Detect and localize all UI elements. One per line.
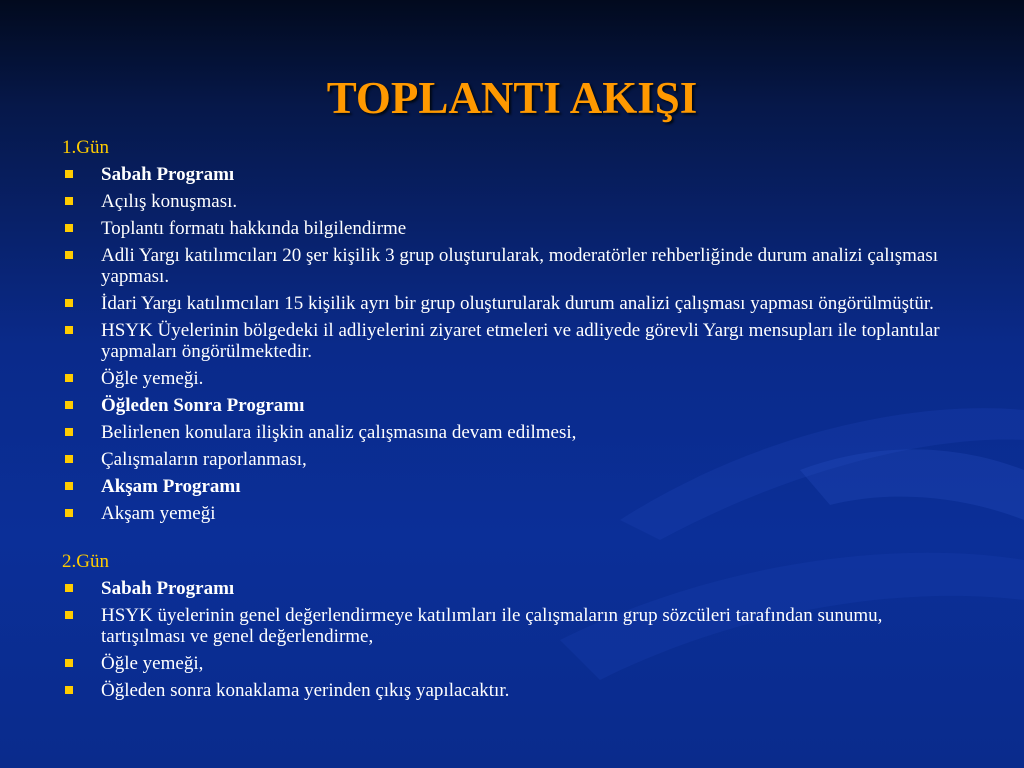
list-item-text: Toplantı formatı hakkında bilgilendirme [101,218,407,239]
square-bullet-icon [65,455,73,463]
slide-title: TOPLANTI AKIŞI [326,73,698,123]
day1-list [62,164,967,524]
square-bullet-icon [65,482,73,490]
list-item-text: HSYK Üyelerinin bölgedeki il adliyelerini ziyaret etmeleri ve adliyede görevli Yargı mensupları ile toplantılar yapmaları öngörülmektedir. [101,320,940,362]
square-bullet-icon [65,686,73,694]
square-bullet-icon [65,659,73,667]
square-bullet-icon [65,509,73,517]
square-bullet-icon [65,428,73,436]
list-item [62,293,967,314]
list-item [62,680,967,701]
list-item [62,218,967,239]
day2-label: 2.Gün [62,551,109,572]
list-item-text: Adli Yargı katılımcıları 20 şer kişilik 3 grup oluşturularak, moderatörler rehberliğinde durum analizi çalışması yapması. [101,245,939,287]
list-item [62,395,967,416]
list-item-text: Belirlenen konulara ilişkin analiz çalışmasına devam edilmesi, [101,422,577,443]
list-item [62,476,967,497]
square-bullet-icon [65,584,73,592]
square-bullet-icon [65,224,73,232]
slide-content [62,137,967,707]
list-item-text: İdari Yargı katılımcıları 15 kişilik ayrı bir grup oluşturularak durum analizi çalışması yapması öngörülmüştür. [101,293,934,314]
list-item [62,245,967,287]
list-item-text: Açılış konuşması. [101,191,238,212]
list-item-text: Akşam yemeği [101,503,216,524]
square-bullet-icon [65,401,73,409]
list-item-text: Sabah Programı [101,578,235,599]
list-item [62,164,967,185]
square-bullet-icon [65,170,73,178]
list-item [62,605,967,647]
square-bullet-icon [65,251,73,259]
square-bullet-icon [65,197,73,205]
list-item-text: Çalışmaların raporlanması, [101,449,307,470]
list-item [62,578,967,599]
day1-label: 1.Gün [62,137,109,158]
list-item [62,653,967,674]
list-item [62,320,967,362]
list-item-text: Akşam Programı [101,476,241,497]
list-item-text: HSYK üyelerinin genel değerlendirmeye katılımları ile çalışmaların grup sözcüleri tarafından sunumu, tartışılması ve genel değerlendirme, [101,605,883,647]
square-bullet-icon [65,374,73,382]
list-item [62,422,967,443]
square-bullet-icon [65,299,73,307]
list-item-text: Öğle yemeği. [101,368,204,389]
list-item-text: Sabah Programı [101,164,235,185]
list-item-text: Öğle yemeği, [101,653,204,674]
day2-list [62,578,967,701]
list-item [62,191,967,212]
square-bullet-icon [65,326,73,334]
list-item-text: Öğleden sonra konaklama yerinden çıkış yapılacaktır. [101,680,510,701]
square-bullet-icon [65,611,73,619]
list-item-text: Öğleden Sonra Programı [101,395,305,416]
list-item [62,368,967,389]
list-item [62,503,967,524]
list-item [62,449,967,470]
